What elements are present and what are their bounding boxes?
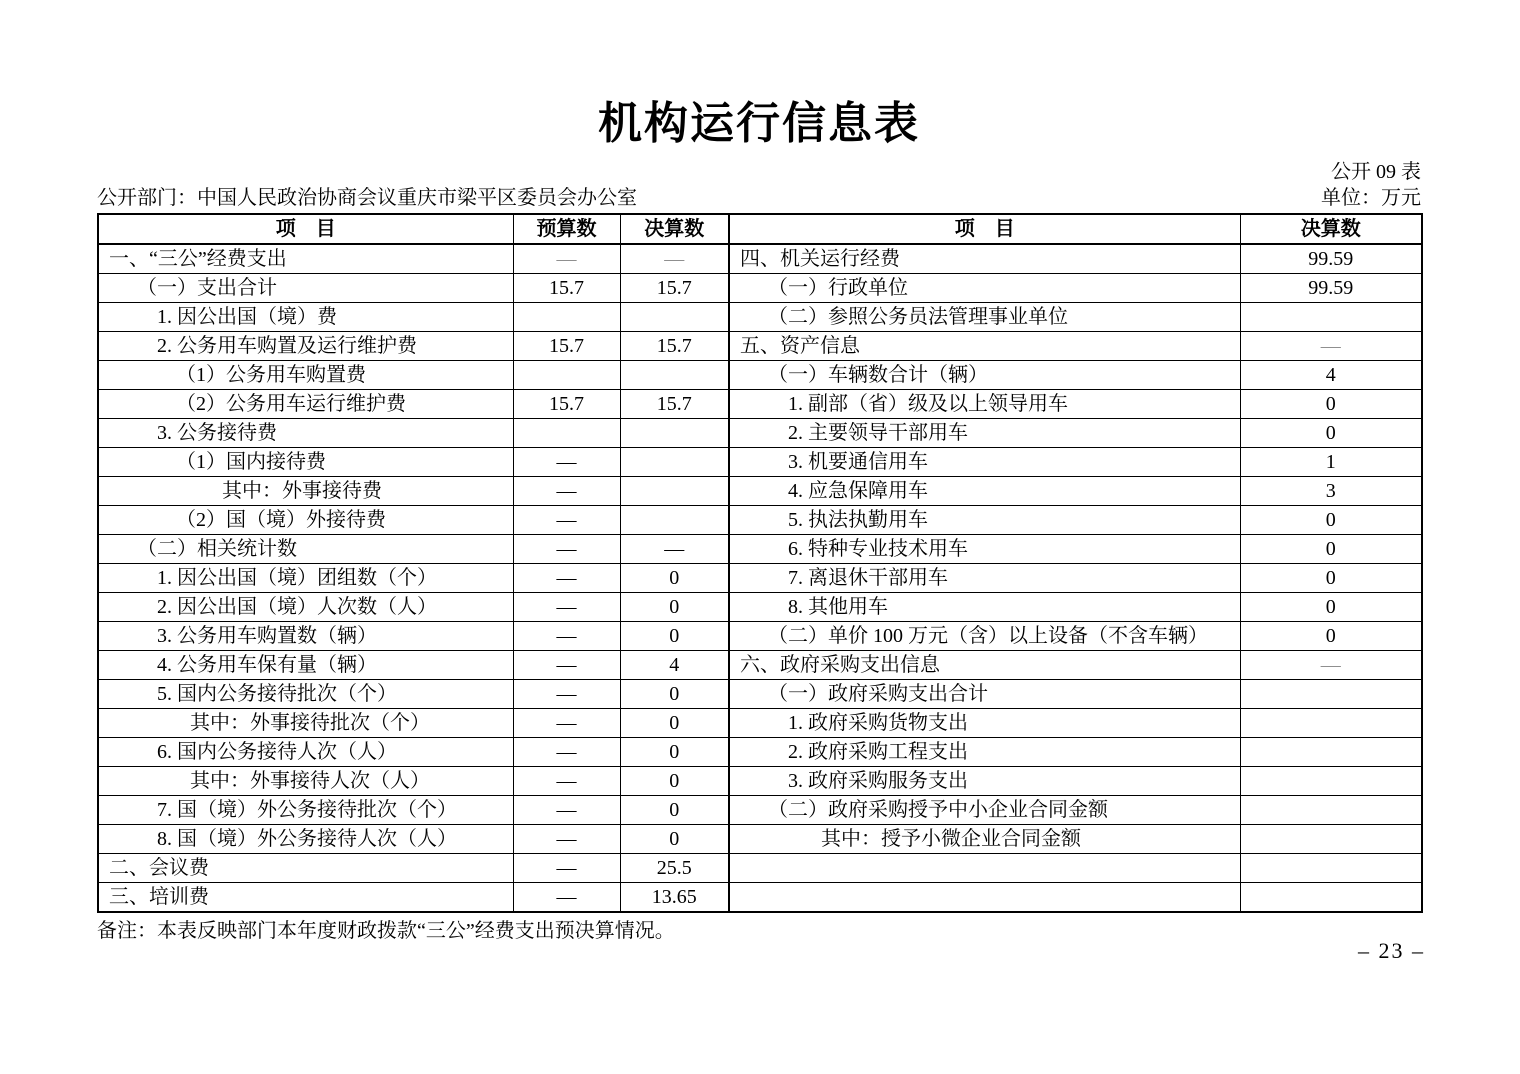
right-final-value <box>1240 854 1422 883</box>
left-budget-value: — <box>513 854 620 883</box>
left-item-label: （一）支出合计 <box>98 274 513 303</box>
right-final-value: 99.59 <box>1240 244 1422 274</box>
right-final-value <box>1240 767 1422 796</box>
table-row <box>98 390 1422 419</box>
page-number: – 23 – <box>1358 938 1425 963</box>
table-row <box>98 651 1422 680</box>
right-final-value <box>1240 883 1422 913</box>
table-row <box>98 244 1422 274</box>
left-budget-value: — <box>513 477 620 506</box>
left-final-value: 0 <box>620 709 729 738</box>
left-budget-value: — <box>513 564 620 593</box>
right-final-value: 0 <box>1240 535 1422 564</box>
right-item-label: 2. 政府采购工程支出 <box>729 738 1240 767</box>
meta-row <box>97 186 1421 210</box>
right-item-label: 6. 特种专业技术用车 <box>729 535 1240 564</box>
right-final-value: 3 <box>1240 477 1422 506</box>
left-item-label: 3. 公务接待费 <box>98 419 513 448</box>
left-final-value: 0 <box>620 825 729 854</box>
left-final-header: 决算数 <box>620 214 729 244</box>
right-final-value: 4 <box>1240 361 1422 390</box>
right-final-value <box>1240 738 1422 767</box>
page-title: 机构运行信息表 <box>598 98 920 149</box>
left-final-value: — <box>620 244 729 274</box>
left-item-label: （2）国（境）外接待费 <box>98 506 513 535</box>
left-final-value: 13.65 <box>620 883 729 913</box>
left-budget-value: — <box>513 593 620 622</box>
right-item-label: 四、机关运行经费 <box>729 244 1240 274</box>
left-budget-value: — <box>513 506 620 535</box>
left-budget-value <box>513 303 620 332</box>
table-row <box>98 680 1422 709</box>
right-item-label <box>729 854 1240 883</box>
left-item-label: 8. 国（境）外公务接待人次（人） <box>98 825 513 854</box>
table-row <box>98 622 1422 651</box>
left-final-value: 25.5 <box>620 854 729 883</box>
left-item-label: 2. 因公出国（境）人次数（人） <box>98 593 513 622</box>
left-budget-value: 15.7 <box>513 274 620 303</box>
right-final-value: — <box>1240 651 1422 680</box>
unit-label: 单位：万元 <box>1321 187 1421 210</box>
left-final-value: 15.7 <box>620 332 729 361</box>
right-final-value <box>1240 709 1422 738</box>
right-item-label: 3. 机要通信用车 <box>729 448 1240 477</box>
right-final-value: 0 <box>1240 506 1422 535</box>
right-final-value: 0 <box>1240 390 1422 419</box>
right-item-label: 7. 离退休干部用车 <box>729 564 1240 593</box>
table-row <box>98 767 1422 796</box>
table-row <box>98 332 1422 361</box>
table-row <box>98 303 1422 332</box>
table-row <box>98 506 1422 535</box>
right-item-label: （一）车辆数合计（辆） <box>729 361 1240 390</box>
left-budget-value: — <box>513 883 620 913</box>
right-item-label: 4. 应急保障用车 <box>729 477 1240 506</box>
right-item-label: （二）政府采购授予中小企业合同金额 <box>729 796 1240 825</box>
left-item-label: 1. 因公出国（境）费 <box>98 303 513 332</box>
table-body <box>98 244 1422 912</box>
left-item-label: 二、会议费 <box>98 854 513 883</box>
left-budget-value <box>513 419 620 448</box>
table-row <box>98 796 1422 825</box>
left-item-label: 三、培训费 <box>98 883 513 913</box>
left-final-value: 0 <box>620 593 729 622</box>
left-item-label: 其中：外事接待人次（人） <box>98 767 513 796</box>
left-item-label: （2）公务用车运行维护费 <box>98 390 513 419</box>
right-item-label: 其中：授予小微企业合同金额 <box>729 825 1240 854</box>
form-code: 公开 09 表 <box>1331 161 1421 184</box>
left-budget-value: — <box>513 796 620 825</box>
left-item-label: 其中：外事接待批次（个） <box>98 709 513 738</box>
left-final-value <box>620 448 729 477</box>
table-row <box>98 738 1422 767</box>
right-item-label: （二）单价 100 万元（含）以上设备（不含车辆） <box>729 622 1240 651</box>
left-budget-header: 预算数 <box>513 214 620 244</box>
table-row <box>98 854 1422 883</box>
left-item-header: 项 目 <box>98 214 513 244</box>
right-final-value <box>1240 303 1422 332</box>
right-final-value <box>1240 680 1422 709</box>
right-final-value: 0 <box>1240 593 1422 622</box>
right-item-label <box>729 883 1240 913</box>
left-budget-value: — <box>513 622 620 651</box>
left-final-value: 15.7 <box>620 274 729 303</box>
right-final-value: 0 <box>1240 622 1422 651</box>
table-row <box>98 448 1422 477</box>
right-final-value: 0 <box>1240 419 1422 448</box>
right-final-value: 1 <box>1240 448 1422 477</box>
left-budget-value: — <box>513 767 620 796</box>
table-row <box>98 477 1422 506</box>
left-final-value: 0 <box>620 767 729 796</box>
left-item-label: 其中：外事接待费 <box>98 477 513 506</box>
left-budget-value: — <box>513 738 620 767</box>
left-item-label: 6. 国内公务接待人次（人） <box>98 738 513 767</box>
table-row <box>98 593 1422 622</box>
left-final-value: 0 <box>620 622 729 651</box>
left-final-value: 0 <box>620 796 729 825</box>
table-row <box>98 883 1422 913</box>
right-item-label: 五、资产信息 <box>729 332 1240 361</box>
right-final-value <box>1240 825 1422 854</box>
left-final-value <box>620 303 729 332</box>
left-final-value: — <box>620 535 729 564</box>
left-final-value: 0 <box>620 738 729 767</box>
left-budget-value: — <box>513 825 620 854</box>
footnote: 备注：本表反映部门本年度财政拨款“三公”经费支出预决算情况。 <box>97 920 675 943</box>
right-item-label: （一）政府采购支出合计 <box>729 680 1240 709</box>
left-final-value: 0 <box>620 564 729 593</box>
right-final-value: 99.59 <box>1240 274 1422 303</box>
left-final-value: 0 <box>620 680 729 709</box>
left-final-value <box>620 477 729 506</box>
left-budget-value: 15.7 <box>513 390 620 419</box>
table-row <box>98 564 1422 593</box>
table-row <box>98 274 1422 303</box>
right-item-label: 1. 副部（省）级及以上领导用车 <box>729 390 1240 419</box>
left-final-value: 4 <box>620 651 729 680</box>
left-budget-value: — <box>513 651 620 680</box>
left-final-value <box>620 506 729 535</box>
left-budget-value: 15.7 <box>513 332 620 361</box>
left-item-label: （二）相关统计数 <box>98 535 513 564</box>
right-item-label: （一）行政单位 <box>729 274 1240 303</box>
left-item-label: 1. 因公出国（境）团组数（个） <box>98 564 513 593</box>
left-item-label: （1）公务用车购置费 <box>98 361 513 390</box>
left-budget-value: — <box>513 244 620 274</box>
left-budget-value: — <box>513 680 620 709</box>
right-final-value: 0 <box>1240 564 1422 593</box>
right-item-label: 1. 政府采购货物支出 <box>729 709 1240 738</box>
right-final-value <box>1240 796 1422 825</box>
left-item-label: （1）国内接待费 <box>98 448 513 477</box>
right-item-label: 8. 其他用车 <box>729 593 1240 622</box>
left-final-value <box>620 361 729 390</box>
right-final-header: 决算数 <box>1240 214 1422 244</box>
info-table <box>97 213 1423 913</box>
left-budget-value <box>513 361 620 390</box>
right-final-value: — <box>1240 332 1422 361</box>
left-item-label: 3. 公务用车购置数（辆） <box>98 622 513 651</box>
right-item-label: 3. 政府采购服务支出 <box>729 767 1240 796</box>
left-budget-value: — <box>513 709 620 738</box>
left-final-value: 15.7 <box>620 390 729 419</box>
right-item-label: （二）参照公务员法管理事业单位 <box>729 303 1240 332</box>
left-item-label: 2. 公务用车购置及运行维护费 <box>98 332 513 361</box>
right-item-label: 六、政府采购支出信息 <box>729 651 1240 680</box>
left-final-value <box>620 419 729 448</box>
table-row <box>98 419 1422 448</box>
table-row <box>98 825 1422 854</box>
left-item-label: 4. 公务用车保有量（辆） <box>98 651 513 680</box>
table-row <box>98 535 1422 564</box>
left-item-label: 一、“三公”经费支出 <box>98 244 513 274</box>
right-item-header: 项 目 <box>729 214 1240 244</box>
table-row <box>98 709 1422 738</box>
department-label: 公开部门：中国人民政治协商会议重庆市梁平区委员会办公室 <box>97 187 637 210</box>
right-item-label: 2. 主要领导干部用车 <box>729 419 1240 448</box>
left-item-label: 7. 国（境）外公务接待批次（个） <box>98 796 513 825</box>
left-item-label: 5. 国内公务接待批次（个） <box>98 680 513 709</box>
table-row <box>98 361 1422 390</box>
right-item-label: 5. 执法执勤用车 <box>729 506 1240 535</box>
table-header-row <box>98 214 1422 244</box>
left-budget-value: — <box>513 448 620 477</box>
left-budget-value: — <box>513 535 620 564</box>
